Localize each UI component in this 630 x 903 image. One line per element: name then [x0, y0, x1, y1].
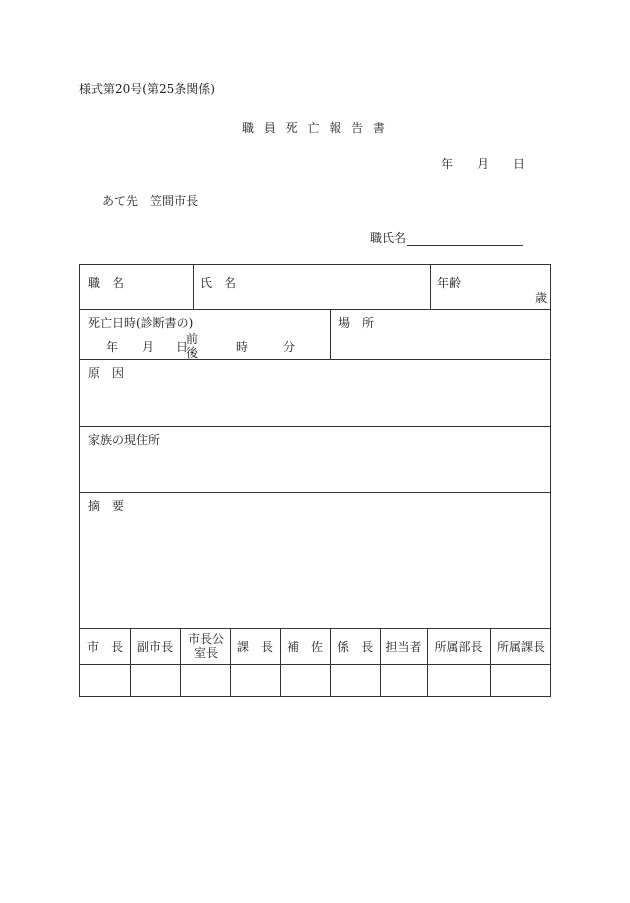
approval-section-head: 所属課長	[496, 640, 545, 654]
staff-name-underline[interactable]	[407, 233, 523, 246]
col-divider	[230, 628, 231, 697]
approval-person-in-charge: 担当者	[385, 640, 422, 654]
col-divider	[430, 265, 431, 309]
summary-label: 摘 要	[88, 499, 125, 513]
death-year: 年	[106, 340, 119, 354]
document-title: 職 員 死 亡 報 告 書	[242, 121, 388, 135]
row-divider	[80, 628, 550, 629]
am-mark: 前	[186, 332, 199, 346]
date-year: 年	[441, 157, 454, 171]
row-divider	[80, 309, 550, 310]
position-label: 職 名	[88, 276, 125, 290]
approval-department-head: 所属部長	[434, 640, 483, 654]
col-divider	[193, 265, 194, 309]
death-month: 月	[142, 340, 155, 354]
col-divider	[330, 628, 331, 697]
date-day: 日	[513, 157, 526, 171]
staff-name-field[interactable]	[370, 229, 523, 246]
col-divider	[130, 628, 131, 697]
age-label: 年齢	[437, 276, 462, 290]
addressee: あて先 笠間市長	[102, 194, 199, 208]
name-label: 氏 名	[200, 276, 237, 290]
col-divider	[427, 628, 428, 697]
age-unit: 歳	[535, 291, 548, 305]
form-number: 様式第20号(第25条関係)	[79, 82, 215, 96]
place-label: 場 所	[338, 316, 375, 330]
approval-assistant-chief: 補 佐	[286, 640, 323, 654]
approval-mayor-office-chief: 市長公室長	[187, 632, 224, 660]
death-hour: 時	[236, 340, 249, 354]
approval-subsection-chief: 係 長	[336, 640, 373, 654]
row-divider	[80, 492, 550, 493]
pm-mark: 後	[186, 346, 199, 360]
cause-label: 原 因	[88, 366, 125, 380]
approval-section-chief: 課 長	[236, 640, 273, 654]
approval-deputy-mayor: 副市長	[136, 640, 173, 654]
row-divider	[80, 359, 550, 360]
col-divider	[280, 628, 281, 697]
row-divider	[80, 664, 550, 665]
col-divider	[330, 309, 331, 359]
death-report-form	[79, 264, 551, 697]
date-month: 月	[477, 157, 490, 171]
col-divider	[380, 628, 381, 697]
family-address-label: 家族の現住所	[88, 433, 161, 447]
death-minute: 分	[283, 340, 296, 354]
death-day: 日	[176, 340, 189, 354]
staff-name-label: 職氏名	[370, 231, 407, 245]
row-divider	[80, 426, 550, 427]
approval-mayor: 市 長	[86, 640, 123, 654]
death-datetime-label: 死亡日時(診断書の)	[88, 316, 194, 330]
col-divider	[490, 628, 491, 697]
report-date	[441, 155, 525, 172]
col-divider	[180, 628, 181, 697]
